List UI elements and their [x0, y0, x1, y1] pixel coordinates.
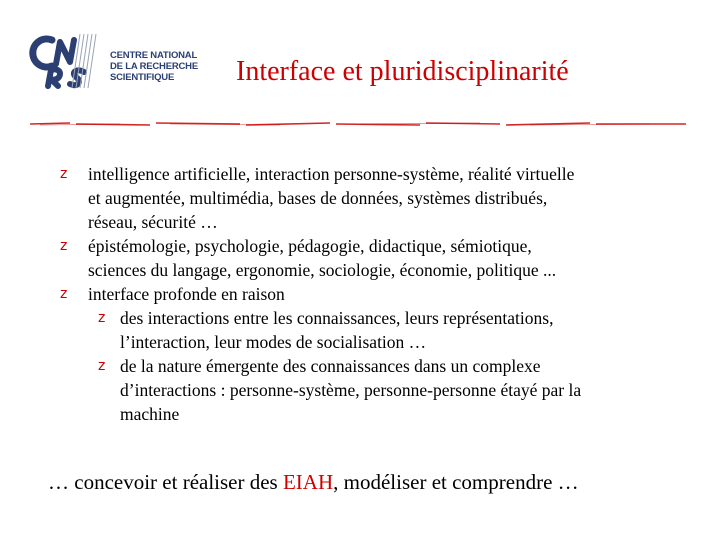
bullet-text-line: interface profonde en raison: [88, 284, 285, 304]
bullet-text-line: machine: [120, 404, 180, 424]
bullet-text-line: intelligence artificielle, interaction personne-système, réalité virtuelle: [88, 164, 575, 184]
z-bullet-icon: z: [98, 310, 106, 326]
z-bullet-icon: z: [60, 286, 68, 302]
sub-bullet-item: [60, 306, 700, 354]
bullet-text-line: épistémologie, psychologie, pédagogie, didactique, sémiotique,: [88, 236, 532, 256]
z-bullet-icon: z: [60, 166, 68, 182]
cnrs-logo-line: DE LA RECHERCHE: [110, 61, 198, 72]
cnrs-logo: [28, 28, 198, 98]
bullet-text-line: réseau, sécurité …: [88, 212, 218, 232]
z-bullet-icon: z: [60, 238, 68, 254]
conclusion-text: … concevoir et réaliser des: [48, 470, 283, 494]
cnrs-logo-line: SCIENTIFIQUE: [110, 72, 175, 83]
conclusion-line: [48, 470, 579, 495]
bullet-list: [60, 162, 700, 426]
cnrs-logo-line: CENTRE NATIONAL: [110, 50, 198, 61]
cnrs-logo-mark-icon: [28, 28, 108, 98]
bullet-text-line: des interactions entre les connaissances, leurs représentations,: [120, 308, 554, 328]
bullet-item: [60, 282, 700, 306]
bullet-text-line: l’interaction, leur modes de socialisation …: [120, 332, 427, 352]
title-divider: [30, 119, 686, 129]
conclusion-highlight: EIAH: [282, 470, 334, 494]
bullet-text-line: sciences du langage, ergonomie, sociologie, économie, politique ...: [88, 260, 557, 280]
bullet-item: [60, 234, 700, 282]
z-bullet-icon: z: [98, 358, 106, 374]
bullet-text-line: de la nature émergente des connaissances dans un complexe: [120, 356, 541, 376]
slide-title: Interface et pluridisciplinarité: [236, 56, 569, 87]
cnrs-logo-text: [110, 50, 198, 83]
bullet-text-line: d’interactions : personne-système, personne-personne étayé par la: [120, 380, 582, 400]
sub-bullet-item: [60, 354, 700, 426]
conclusion-text: , modéliser et comprendre …: [333, 470, 579, 494]
bullet-item: [60, 162, 700, 234]
bullet-text-line: et augmentée, multimédia, bases de données, systèmes distribués,: [88, 188, 548, 208]
